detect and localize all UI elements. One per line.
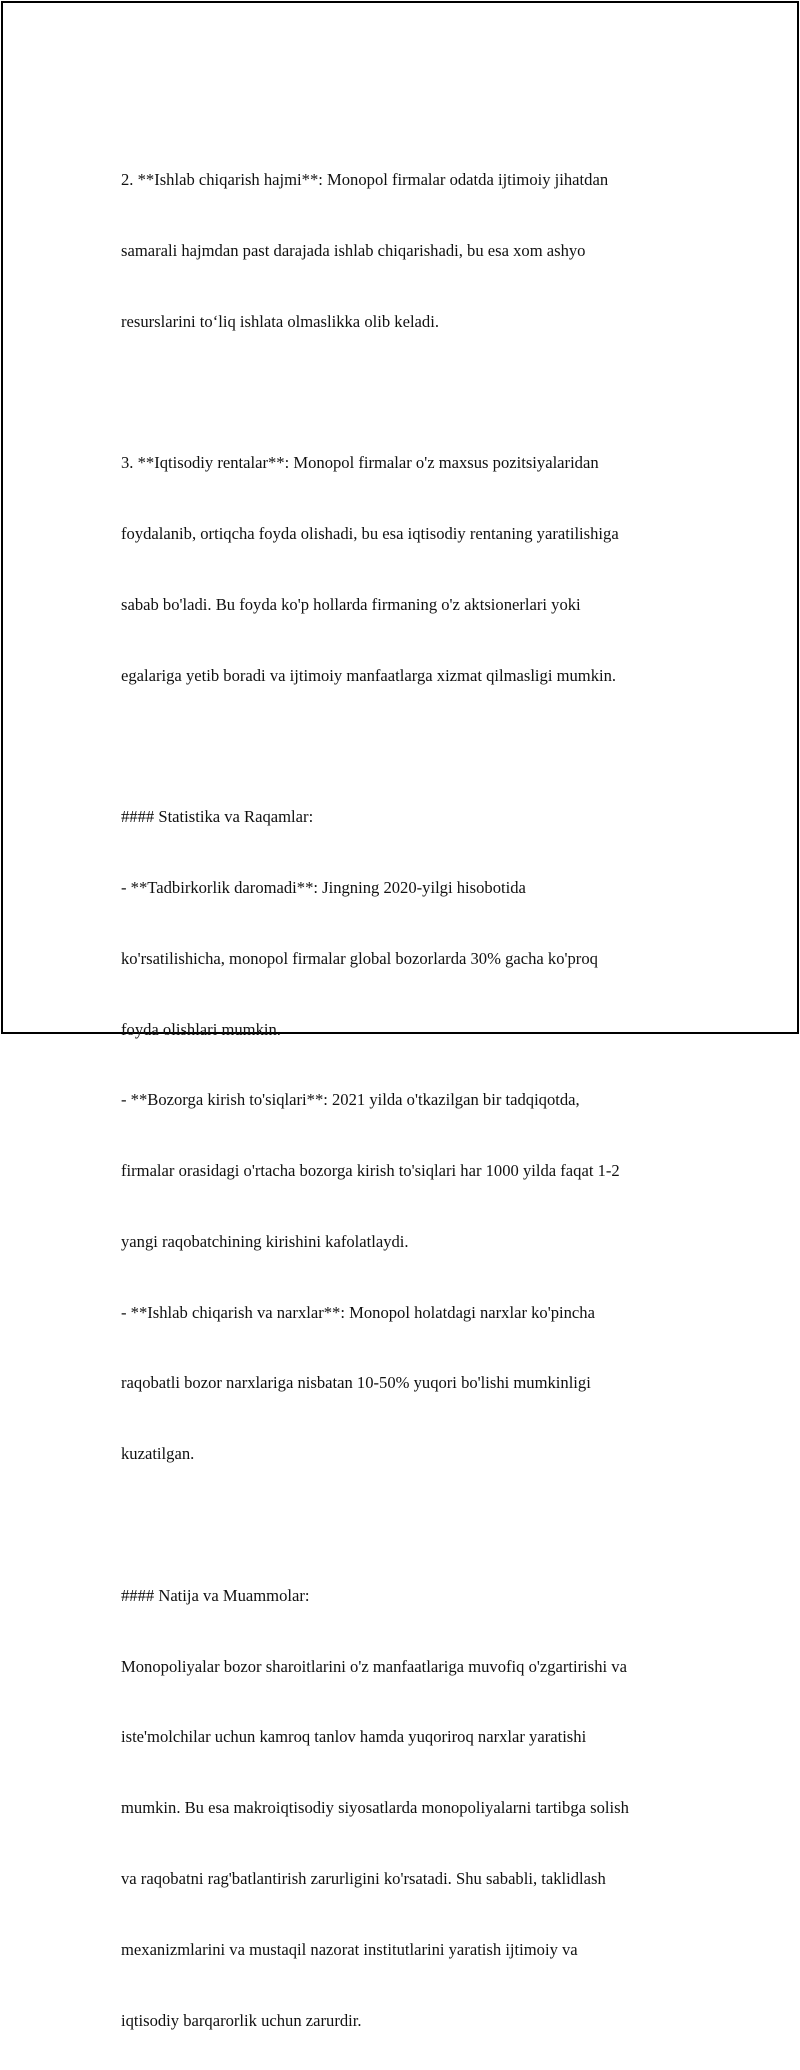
text-line: raqobatli bozor narxlariga nisbatan 10-50% yuqori bo'lishi mumkinligi: [121, 1373, 591, 1393]
text-line: mumkin. Bu esa makroiqtisodiy siyosatlarda monopoliyalarni tartibga solish: [121, 1798, 629, 1818]
text-line: ko'rsatilishicha, monopol firmalar global bozorlarda 30% gacha ko'proq: [121, 948, 598, 968]
paragraph-production-volume: [121, 121, 701, 381]
document-page: [1, 1, 799, 2030]
text-line: foydalanib, ortiqcha foyda olishadi, bu esa iqtisodiy rentaning yaratilishiga: [121, 524, 619, 544]
paragraph-economic-rents: [121, 404, 701, 734]
text-line: iste'molchilar uchun kamroq tanlov hamda yuqoriroq narxlar yaratishi: [121, 1727, 587, 1747]
text-line: resurslarini to‘liq ishlata olmaslikka olib keladi.: [121, 311, 439, 331]
document-body: [121, 121, 701, 2070]
section-statistics: [121, 758, 701, 1513]
text-line: - **Ishlab chiqarish va narxlar**: Monopol holatdagi narxlar ko'pincha: [121, 1302, 595, 1322]
text-line: 3. **Iqtisodiy rentalar**: Monopol firmalar o'z maxsus pozitsiyalaridan: [121, 453, 599, 473]
section-conclusion: [121, 1537, 701, 2070]
section-heading: #### Natija va Muammolar:: [121, 1585, 310, 1605]
text-line: mexanizmlarini va mustaqil nazorat institutlarini yaratish ijtimoiy va: [121, 1939, 578, 1959]
text-line: firmalar orasidagi o'rtacha bozorga kirish to'siqlari har 1000 yilda faqat 1-2: [121, 1161, 620, 1181]
text-line: Monopoliyalar bozor sharoitlarini o'z manfaatlariga muvofiq o'zgartirishi va: [121, 1656, 627, 1676]
text-line: egalariga yetib boradi va ijtimoiy manfaatlarga xizmat qilmasligi mumkin.: [121, 665, 617, 685]
text-line: kuzatilgan.: [121, 1444, 195, 1464]
text-line: sabab bo'ladi. Bu foyda ko'p hollarda firmaning o'z aktsionerlari yoki: [121, 594, 581, 614]
text-line: 2. **Ishlab chiqarish hajmi**: Monopol firmalar odatda ijtimoiy jihatdan: [121, 170, 609, 190]
text-line: iqtisodiy barqarorlik uchun zarurdir.: [121, 2010, 362, 2030]
text-line: samarali hajmdan past darajada ishlab chiqarishadi, bu esa xom ashyo: [121, 240, 586, 260]
text-line: foyda olishlari mumkin.: [121, 1019, 281, 1039]
text-line: yangi raqobatchining kirishini kafolatlaydi.: [121, 1231, 409, 1251]
section-heading: #### Statistika va Raqamlar:: [121, 807, 314, 827]
text-line: va raqobatni rag'batlantirish zarurligini ko'rsatadi. Shu sababli, taklidlash: [121, 1868, 606, 1888]
text-line: - **Bozorga kirish to'siqlari**: 2021 yilda o'tkazilgan bir tadqiqotda,: [121, 1090, 580, 1110]
text-line: - **Tadbirkorlik daromadi**: Jingning 2020-yilgi hisobotida: [121, 878, 526, 897]
